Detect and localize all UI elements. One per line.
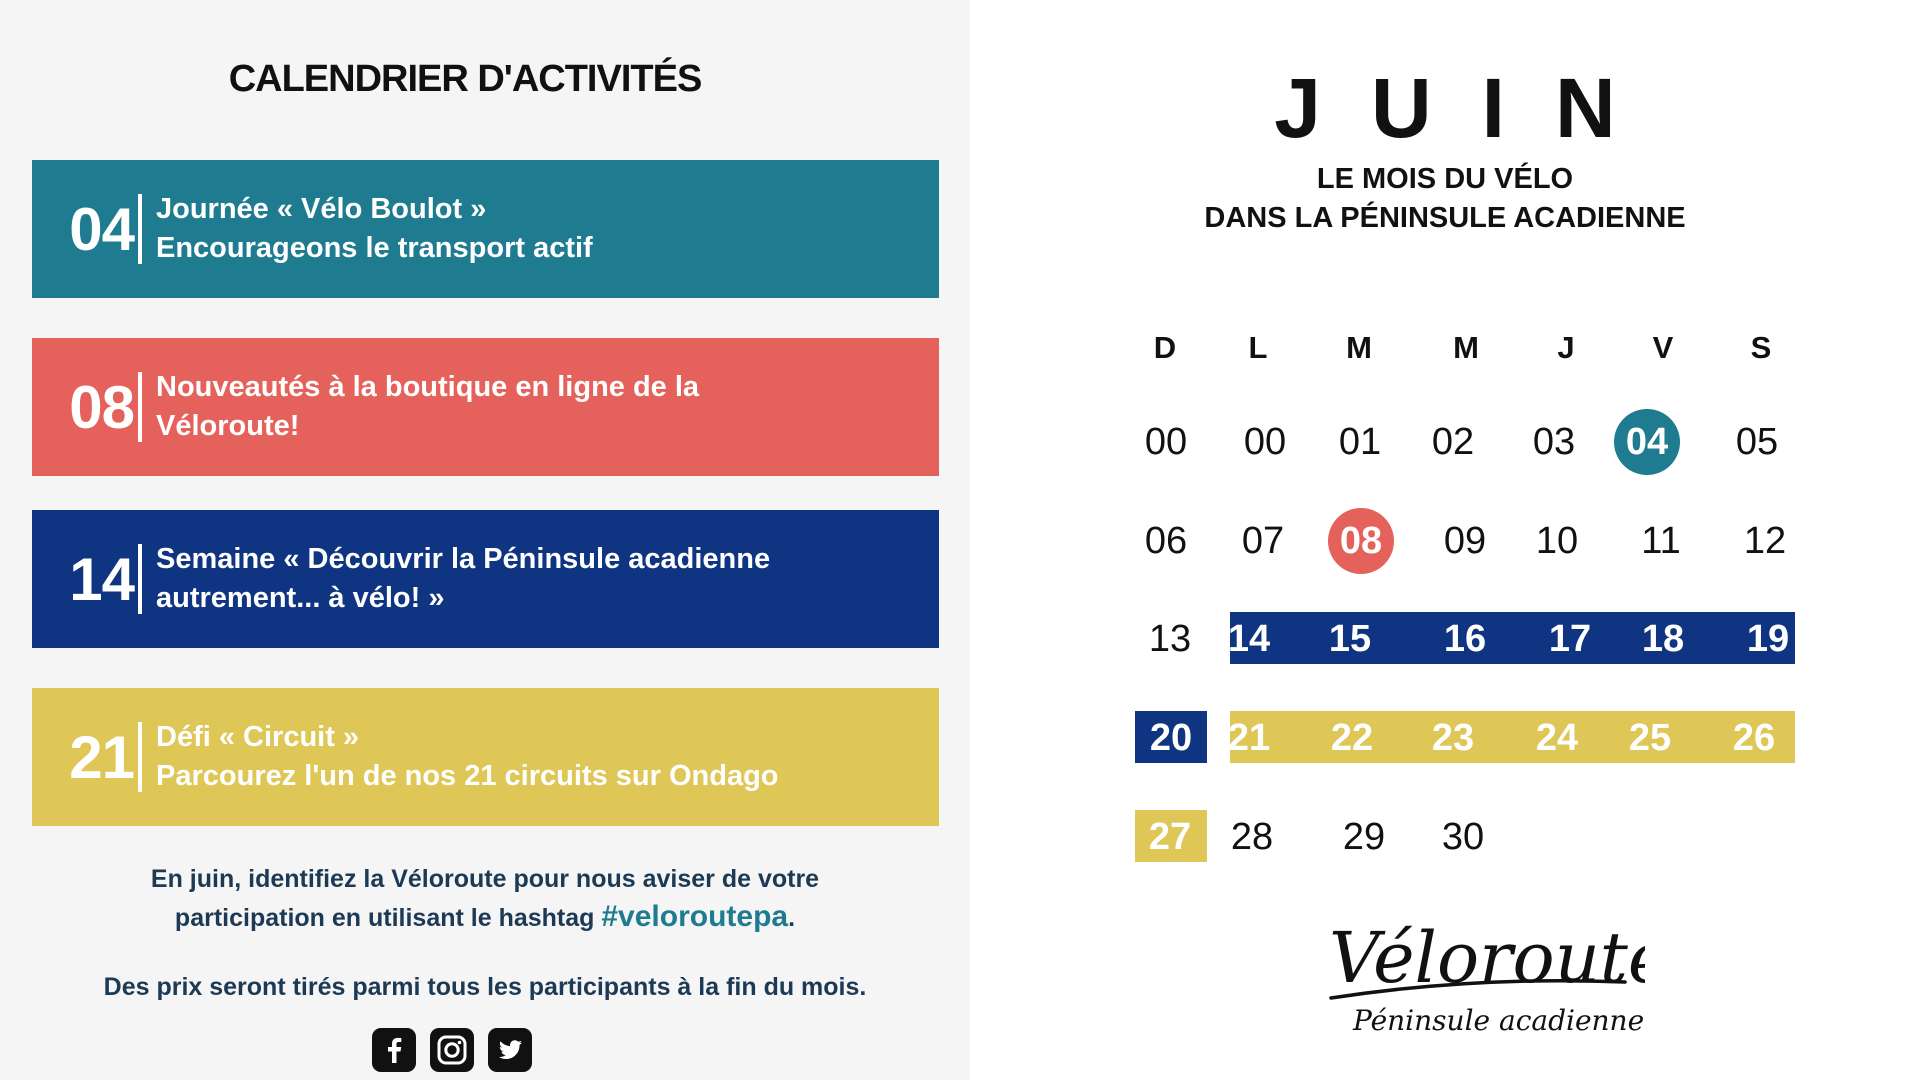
event-08 — [32, 338, 939, 476]
calendar-day: 19 — [1746, 618, 1790, 660]
event-21 — [32, 688, 939, 826]
weekday-wednesday: M — [1453, 330, 1479, 365]
weekday-thursday: J — [1557, 330, 1575, 365]
notice-text: participation en utilisant le hashtag — [174, 904, 602, 932]
calendar-day: 20 — [1149, 717, 1193, 759]
calendar-day: 16 — [1443, 618, 1487, 660]
event-line-2: Véloroute! — [156, 410, 300, 442]
twitter-icon[interactable] — [488, 1028, 532, 1072]
facebook-icon[interactable] — [372, 1028, 416, 1072]
weekday-saturday: S — [1750, 330, 1772, 365]
prizes-notice: Des prix seront tirés parmi tous les participants à la fin du mois. — [103, 973, 867, 1001]
event-line-1: Semaine « Découvrir la Péninsule acadienne — [156, 543, 771, 575]
hashtag-link[interactable]: #veloroutepa — [601, 900, 789, 933]
calendar-day: 23 — [1431, 717, 1475, 759]
event-line-1: Journée « Vélo Boulot » — [156, 193, 487, 225]
calendar-day: 26 — [1732, 717, 1776, 759]
calendar-day: 06 — [1144, 520, 1188, 562]
calendar-day: 03 — [1532, 421, 1576, 463]
event-divider — [138, 722, 142, 792]
event-divider — [138, 544, 142, 614]
weekday-tuesday: M — [1346, 330, 1372, 365]
event-divider — [138, 372, 142, 442]
month-title: JUIN — [1274, 61, 1666, 155]
hashtag-notice — [0, 860, 970, 937]
event-line-2: Parcourez l'un de nos 21 circuits sur Ondago — [156, 760, 779, 792]
event-description — [156, 688, 909, 826]
subtitle-line-1: LE MOIS DU VÉLO — [1316, 163, 1574, 195]
subtitle-line-2: DANS LA PÉNINSULE ACADIENNE — [1204, 202, 1686, 234]
notice-line-1: En juin, identifiez la Véloroute pour nous aviser de votre — [150, 865, 820, 893]
calendar-day: 08 — [1339, 520, 1383, 562]
event-number: 04 — [69, 195, 134, 263]
calendar-day: 27 — [1148, 816, 1192, 858]
instagram-icon[interactable] — [430, 1028, 474, 1072]
event-line-1: Défi « Circuit » — [156, 721, 360, 753]
calendar-day: 01 — [1338, 421, 1382, 463]
event-line-2: Encourageons le transport actif — [156, 232, 593, 264]
calendar-panel — [970, 0, 1920, 1080]
calendar-day: 29 — [1342, 816, 1386, 858]
calendar-day: 07 — [1241, 520, 1285, 562]
event-description — [156, 510, 909, 648]
event-number: 21 — [69, 723, 134, 791]
calendar-day: 14 — [1227, 618, 1271, 660]
calendar-day: 28 — [1230, 816, 1274, 858]
event-number: 14 — [69, 545, 134, 613]
event-description — [156, 160, 909, 298]
calendar-day: 15 — [1328, 618, 1372, 660]
calendar-day: 25 — [1628, 717, 1672, 759]
calendar-day: 22 — [1330, 717, 1374, 759]
event-number: 08 — [69, 373, 134, 441]
weekday-friday: V — [1652, 330, 1674, 365]
logo-tagline: Péninsule acadienne — [1353, 1004, 1645, 1037]
calendar-day: 02 — [1431, 421, 1475, 463]
calendar-day: 00 — [1243, 421, 1287, 463]
calendar-day: 00 — [1144, 421, 1188, 463]
calendar-day: 21 — [1227, 717, 1271, 759]
activities-title: CALENDRIER D'ACTIVITÉS — [228, 58, 702, 100]
calendar-day: 12 — [1743, 520, 1787, 562]
notice-period: . — [788, 904, 796, 932]
event-14 — [32, 510, 939, 648]
event-divider — [138, 194, 142, 264]
calendar-day: 18 — [1641, 618, 1685, 660]
calendar-day: 13 — [1148, 618, 1192, 660]
calendar-day: 10 — [1535, 520, 1579, 562]
calendar-day: 11 — [1641, 520, 1681, 562]
event-description — [156, 338, 909, 476]
notice-line-2 — [0, 898, 970, 937]
weekday-monday: L — [1248, 330, 1268, 365]
logo-wordmark: Véloroute — [1329, 917, 1645, 999]
event-line-2: autrement... à vélo! » — [156, 582, 445, 614]
calendar-day: 24 — [1535, 717, 1579, 759]
weekday-sunday: D — [1153, 330, 1177, 365]
event-04 — [32, 160, 939, 298]
calendar-subtitle — [970, 160, 1920, 238]
veloroute-logo — [1325, 910, 1645, 1050]
calendar-day: 17 — [1548, 618, 1592, 660]
calendar-day: 04 — [1625, 421, 1669, 463]
calendar-day: 09 — [1443, 520, 1487, 562]
event-line-1: Nouveautés à la boutique en ligne de la — [156, 371, 700, 403]
calendar-day: 05 — [1735, 421, 1779, 463]
calendar-day: 30 — [1441, 816, 1485, 858]
